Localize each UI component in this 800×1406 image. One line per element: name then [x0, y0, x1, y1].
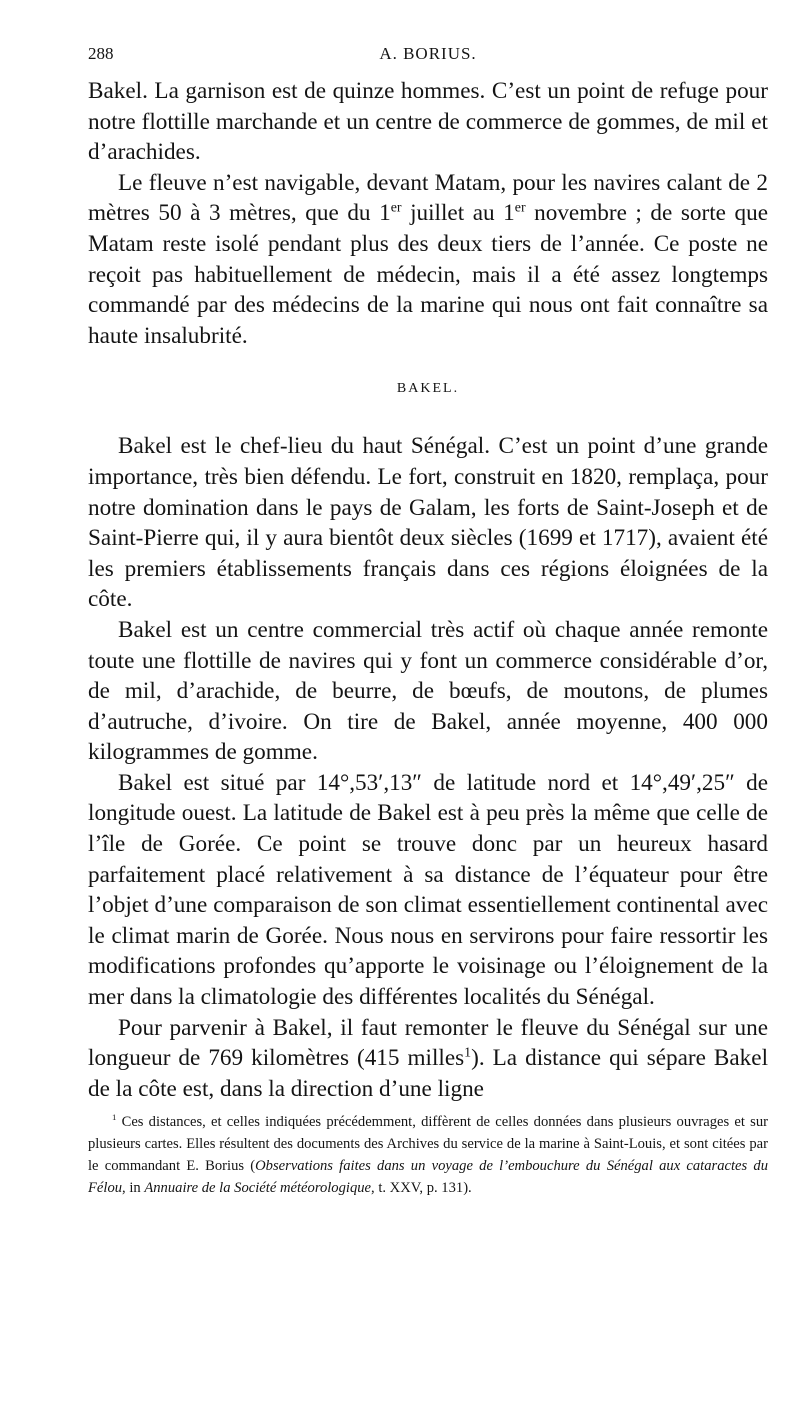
section-heading: BAKEL. [396, 381, 460, 397]
paragraph-bakel-garrison: Bakel. La garnison est de quinze hommes. C’est un point de refuge pour notre flottille marchande et un centre de commerce de gommes, de mil et d’arachides. [88, 78, 768, 166]
running-head: A. BORIUS. [379, 44, 477, 63]
page-number: 288 [88, 44, 114, 63]
paragraph-bakel-chef-lieu: Bakel est le chef-lieu du haut Sénégal. C’est un point d’une grande importance, très bien défendu. Le fort, construit en 1820, remplaça, pour notre domination dans le pays de Galam, les forts de Saint-Joseph et de Saint-Pierre qui, il y aura bientôt deux siècles (1699 et 1717), avaient été les premiers établissements français dans ces régions éloignées de la côte. [88, 433, 768, 613]
paragraph-bakel-distance [88, 1013, 768, 1105]
paragraph-bakel-commerce: Bakel est un centre commercial très actif où chaque année remonte toute une flottille de navires qui y font un commerce considérable d’or, de mil, d’arachide, de beurre, de bœufs, de moutons, de plumes d’autruche, d’ivoire. On tire de Bakel, année moyenne, 400 000 kilogrammes de gomme. [88, 616, 768, 766]
footnote-text: , t. XXV, p. 131). [371, 1179, 472, 1196]
footnotes [88, 1112, 768, 1199]
paragraph-text: novembre ; de sorte que Matam reste isolé pendant plus des deux tiers de l’année. Ce poste ne reçoit pas habituellement de médecin, mais il a été assez longtemps commandé par des médecins de la marine qui nous ont fait connaître sa haute insalubrité. [88, 200, 768, 349]
footnote-marker: 1 [112, 1112, 117, 1123]
superscript: er [390, 200, 402, 216]
footnote-italic-title: Observations faites dans un voyage de l’embouchure du Sénégal aux cataractes du Félou [88, 1158, 769, 1196]
document-page [88, 44, 768, 1200]
footnote [88, 1112, 768, 1199]
page-header [88, 44, 768, 76]
paragraph-text: ). La distance qui sépare Bakel de la côte est, dans la direction d’une ligne [88, 1045, 769, 1102]
footnote-reference: 1 [464, 1045, 472, 1061]
paragraph-bakel-coordinates: Bakel est situé par 14°,53′,13″ de latitude nord et 14°,49′,25″ de longitude ouest. La latitude de Bakel est à peu près la même que celle de l’île de Gorée. Ce point se trouve donc par un heureux hasard parfaitement placé relativement à sa distance de l’équateur pour être l’objet d’une comparaison de son climat essentiellement continental avec le climat marin de Gorée. Nous nous en servirons pour faire ressortir les modifications profondes qu’apporte le voisinage ou l’éloignement de la mer dans la climatologie des différentes localités du Sénégal. [88, 769, 768, 1011]
footnote-text: , in [122, 1179, 145, 1196]
footnote-text: Ces distances, et celles indiquées précédemment, diffèrent de celles données dans plusieurs ouvrages et sur plusieurs cartes. Elles résultent des documents des Archives du service de la marine à Saint-Louis, et sont citées par le commandant E. Borius ( [88, 1114, 768, 1174]
paragraph-text: juillet au 1 [401, 200, 515, 227]
paragraph-text: Pour parvenir à Bakel, il faut remonter le fleuve du Sénégal sur une longueur de 769 kilomètres (415 milles [88, 1014, 768, 1072]
footnote-italic-journal: Annuaire de la Société météorologique [144, 1179, 372, 1196]
paragraph-matam-navigation [88, 168, 768, 352]
paragraph-text: Le fleuve n’est navigable, devant Matam, pour les navires calant de 2 mètres 50 à 3 mètres, que du 1 [88, 169, 768, 227]
superscript: er [514, 200, 526, 216]
